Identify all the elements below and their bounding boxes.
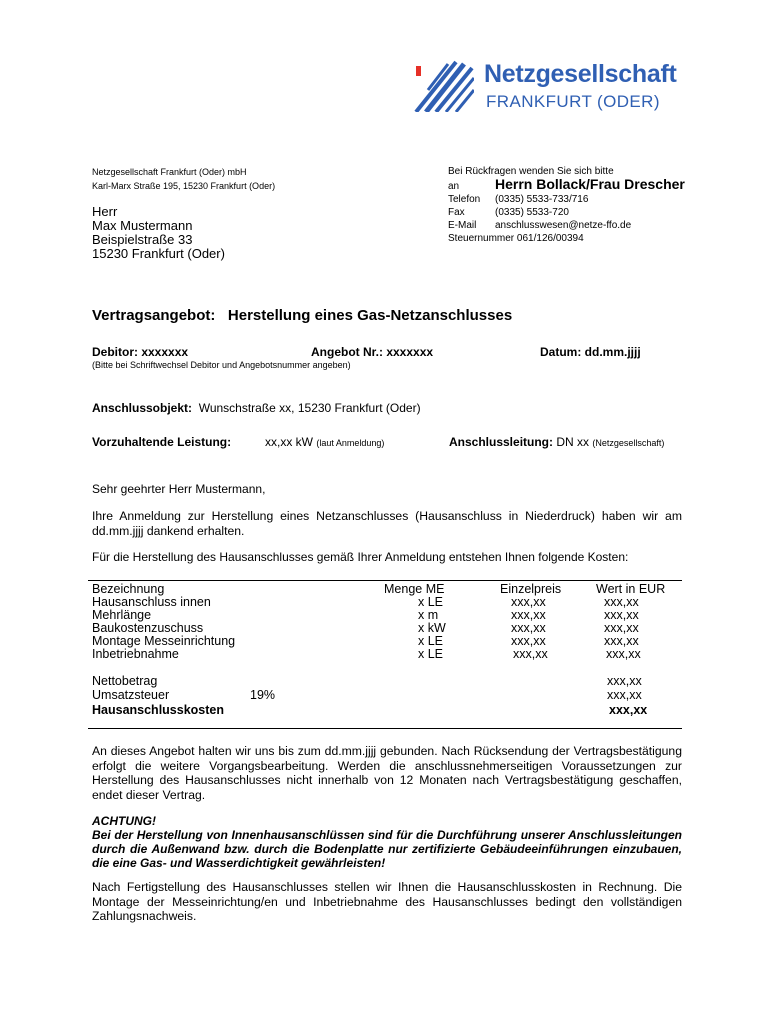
net-amount-label: Nettobetrag [92,674,158,688]
table-row-total: xxx,xx [604,634,639,648]
recipient-street: Beispielstraße 33 [92,232,193,247]
table-row-description: Inbetriebnahme [92,647,179,661]
title-label: Vertragsangebot: [92,307,216,324]
table-row-unit-price: xxx,xx [511,621,546,635]
sender-line-1: Netzgesellschaft Frankfurt (Oder) mbH [92,167,247,177]
email-label: E-Mail [448,220,477,231]
fax-value: (0335) 5533-720 [495,207,569,218]
table-row-total: xxx,xx [604,595,639,609]
paragraph-2: Für die Herstellung des Hausanschlusses gemäß Ihrer Anmeldung entstehen Ihnen folgende Kosten: [92,550,629,564]
email-link[interactable]: anschlusswesen@netze-ffo.de [495,220,632,231]
recipient-salutation: Herr [92,204,118,219]
column-header-total: Wert in EUR [596,582,666,596]
total-label: Hausanschlusskosten [92,703,224,717]
paragraph-3: An dieses Angebot halten wir uns bis zum dd.mm.jjjj gebunden. Nach Rücksendung der Vertragsbestätigung erfolgt die weitere Vorgangsbearbeitung. Werden die anschlussnehmerseitigen Voraussetzungen zur Herstellung des Hausanschlusses nicht innerhalb von 12 Monaten nach Vertragsbestätigung geschaffen, endet dieser Vertrag. [92,744,682,802]
tax-number: Steuernummer 061/126/00394 [448,233,584,244]
document-title [92,307,512,324]
pipe [449,435,664,449]
capacity [265,435,384,449]
capacity-label: Vorzuhaltende Leistung: [92,435,232,449]
object-value: Wunschstraße xx, 15230 Frankfurt (Oder) [198,401,421,415]
vat-label: Umsatzsteuer [92,688,170,702]
recipient-city: 15230 Frankfurt (Oder) [92,246,225,261]
logo-title: Netzgesellschaft [484,60,677,88]
table-row-quantity: x LE [418,595,444,609]
fax-label: Fax [448,207,465,218]
warning-text: Bei der Herstellung von Innenhausanschlüssen sind für die Durchführung unserer Anschlussleitungen durch die Außenwand bzw. durch die Bodenplatte nur zertifizierte Gebäudeeinführungen einzubauen, die eine Gas- und Wasserdichtigkeit gewährleisten! [92,828,682,870]
connection-object [92,401,421,415]
title-value: Herstellung eines Gas-Netzanschlusses [227,307,513,324]
column-header-description: Bezeichnung [92,582,165,596]
table-row-total: xxx,xx [604,608,639,622]
contact-person: Herrn Bollack/Frau Drescher [495,176,685,192]
table-row-quantity: x m [418,608,439,622]
table-row-quantity: x kW [418,621,446,635]
contact-intro: Bei Rückfragen wenden Sie sich bitte [448,166,614,177]
column-header-unit-price: Einzelpreis [500,582,562,596]
column-header-quantity: Menge ME [384,582,445,596]
capacity-value: xx,xx kW [265,435,313,449]
table-row-quantity: x LE [418,647,444,661]
object-label: Anschlussobjekt: [92,401,193,415]
company-logo-icon [408,60,474,112]
pipe-value: DN xx [556,435,590,449]
net-amount-value: xxx,xx [607,674,642,688]
paragraph-1: Ihre Anmeldung zur Herstellung eines Netzanschlusses (Hausanschluss in Niederdruck) haben wir am dd.mm.jjjj dankend erhalten. [92,509,682,538]
table-row-unit-price: xxx,xx [511,595,546,609]
vat-value: xxx,xx [607,688,642,702]
date: Datum: dd.mm.jjjj [540,345,641,359]
warning-title: ACHTUNG! [92,814,156,828]
table-row-description: Baukostenzuschuss [92,621,204,635]
offer-number: Angebot Nr.: xxxxxxx [311,345,434,359]
paragraph-4: Nach Fertigstellung des Hausanschlusses stellen wir Ihnen die Hausanschlusskosten in Rechnung. Die Montage der Messeinrichtung/en und Inbetriebnahme des Hausanschlusses bedingt den vollständigen Zahlungsnachweis. [92,880,682,924]
table-row-quantity: x LE [418,634,444,648]
recipient-name: Max Mustermann [92,218,193,233]
table-row-description: Hausanschluss innen [92,595,211,609]
table-row-total: xxx,xx [606,647,641,661]
table-row-total: xxx,xx [604,621,639,635]
table-row-unit-price: xxx,xx [513,647,548,661]
total-value: xxx,xx [609,703,648,717]
table-bottom-rule [88,728,682,729]
phone-label: Telefon [448,194,481,205]
sender-line-2: Karl-Marx Straße 195, 15230 Frankfurt (Oder) [92,181,276,191]
logo-subtitle: FRANKFURT (ODER) [486,92,660,111]
table-row-unit-price: xxx,xx [511,634,546,648]
reference-hint: (Bitte bei Schriftwechsel Debitor und Angebotsnummer angeben) [92,360,351,370]
vat-rate: 19% [250,688,276,702]
table-row-description: Mehrlänge [92,608,152,622]
greeting: Sehr geehrter Herr Mustermann, [92,482,266,496]
debitor: Debitor: xxxxxxx [92,345,189,359]
phone-value: (0335) 5533-733/716 [495,194,589,205]
pipe-label: Anschlussleitung: [449,435,554,449]
pipe-note: (Netzgesellschaft) [592,438,665,448]
table-row-description: Montage Messeinrichtung [92,634,236,648]
table-row-unit-price: xxx,xx [511,608,546,622]
table-top-rule [88,580,682,581]
capacity-note: (laut Anmeldung) [316,438,385,448]
contact-an-label: an [448,181,460,192]
